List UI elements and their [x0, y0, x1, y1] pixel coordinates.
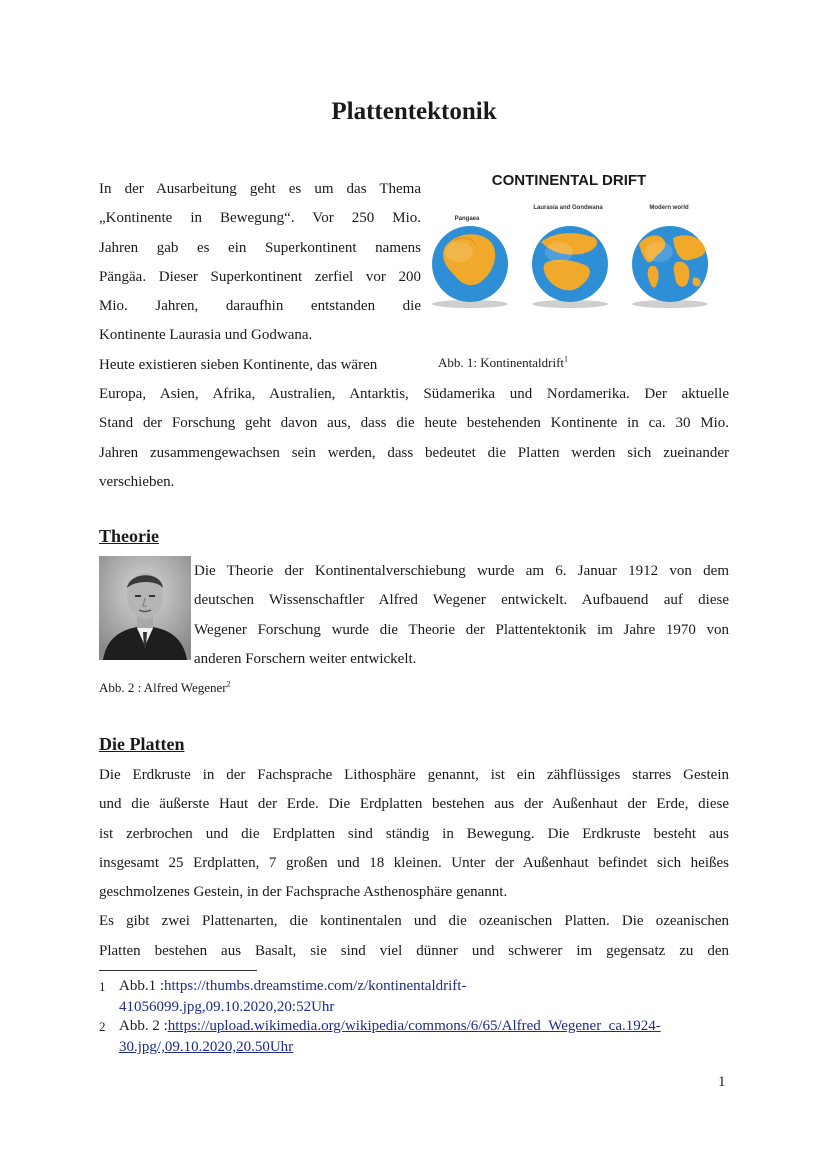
intro-paragraph-full [99, 380, 729, 497]
footnote-link[interactable]: https://upload.wikimedia.org/wikipedia/commons/6/65/Alfred_Wegener_ca.1924- [167, 1018, 661, 1034]
page-number: 1 [718, 1074, 726, 1090]
section-heading-platten: Die Platten [99, 734, 185, 754]
text-line: Europa, Asien, Afrika, Australien, Antarktis, Südamerika und Nordamerika. Der aktuelle [99, 386, 729, 402]
footnote-link[interactable]: https://thumbs.dreamstime.com/z/kontinentaldrift- [164, 978, 467, 994]
globe-modern-world [632, 226, 708, 302]
text-line: verschieben. [99, 473, 175, 490]
text-line: Pängäa. Dieser Superkontinent zerfiel vor 200 [99, 268, 421, 285]
platten-paragraph [99, 761, 729, 966]
continental-drift-figure [425, 162, 725, 337]
text-line: Die Erdkruste in der Fachsprache Lithosphäre genannt, ist ein zähflüssiges starres Gestein [99, 767, 729, 783]
caption-text: Abb. 1: Kontinentaldrift [438, 355, 565, 370]
text-line: insgesamt 25 Erdplatten, 7 großen und 18 kleinen. Unter der Außenhaut befindet sich heißes [99, 854, 729, 871]
section-heading-theorie: Theorie [99, 526, 159, 546]
text-line: Platten bestehen aus Basalt, sie sind viel dünner und schwerer im gegensatz zu den [99, 942, 729, 959]
globe-laurasia-gondwana [532, 226, 608, 302]
figure-heading: CONTINENTAL DRIFT [491, 172, 647, 189]
text-line: Heute existieren sieben Kontinente, das wären [99, 356, 378, 373]
footnote-2 [99, 1016, 739, 1058]
theorie-paragraph [194, 557, 729, 674]
text-line: Stand der Forschung geht davon aus, dass die heute bestehenden Kontinente in ca. 30 Mio. [99, 415, 729, 432]
globe-label-modern: Modern world [649, 205, 689, 211]
footnote-separator [99, 970, 257, 971]
footnote-link-cont[interactable]: 30.jpg/,09.10.2020,20.50Uhr [119, 1039, 294, 1055]
text-line: Mio. Jahren, daraufhin entstanden die [99, 298, 421, 315]
text-line: geschmolzenes Gestein, in der Fachsprache Asthenosphäre genannt. [99, 884, 508, 901]
globe-label-pangaea: Pangaea [454, 216, 480, 222]
globe-label-laurasia: Laurasia and Gondwana [533, 205, 603, 211]
text-line: Es gibt zwei Plattenarten, die kontinentalen und die ozeanischen Platten. Die ozeanischen [99, 913, 729, 930]
text-line: Jahren gab es ein Superkontinent namens [99, 239, 421, 256]
footnote-ref[interactable]: 2 [226, 679, 231, 689]
text-line: und die äußerste Haut der Erde. Die Erdplatten bestehen aus der Außenhaut der Erde, diese [99, 796, 729, 813]
caption-text: Abb. 2 : Alfred Wegener [99, 680, 227, 695]
text-line: Die Theorie der Kontinentalverschiebung wurde am 6. Januar 1912 von dem [194, 563, 729, 579]
figure1-caption [438, 355, 568, 371]
page-title: Plattentektonik [331, 98, 497, 125]
text-line: In der Ausarbeitung geht es um das Thema [99, 181, 421, 197]
footnote-link-cont[interactable]: 41056099.jpg,09.10.2020,20:52Uhr [119, 999, 335, 1015]
footnote-number: 2 [99, 1019, 106, 1034]
footnote-prefix: Abb. 2 : [119, 1018, 168, 1034]
text-line: deutschen Wissenschaftler Alfred Wegener entwickelt. Aufbauend auf diese [194, 592, 729, 609]
text-line: Kontinente Laurasia und Godwana. [99, 327, 313, 344]
footnote-1 [99, 976, 739, 1018]
figure2-caption [99, 680, 231, 696]
intro-paragraph-left [99, 175, 421, 380]
continental-drift-image [425, 162, 725, 337]
text-line: ist zerbrochen und die Erdplatten sind ständig in Bewegung. Die Erdkruste besteht aus [99, 825, 729, 842]
text-line: Wegener Forschung wurde die Theorie der Plattentektonik im Jahre 1970 von [194, 621, 729, 638]
wegener-photo [99, 556, 191, 660]
footnote-prefix: Abb.1 : [119, 978, 164, 994]
footnote-ref[interactable]: 1 [564, 354, 569, 364]
text-line: „Kontinente in Bewegung“. Vor 250 Mio. [99, 210, 421, 227]
text-line: Jahren zusammengewachsen sein werden, dass bedeutet die Platten werden sich zueinander [99, 444, 729, 461]
text-line: anderen Forschern weiter entwickelt. [194, 650, 417, 667]
wegener-portrait [99, 556, 191, 660]
footnote-number: 1 [99, 979, 106, 994]
globe-pangaea [432, 226, 508, 302]
